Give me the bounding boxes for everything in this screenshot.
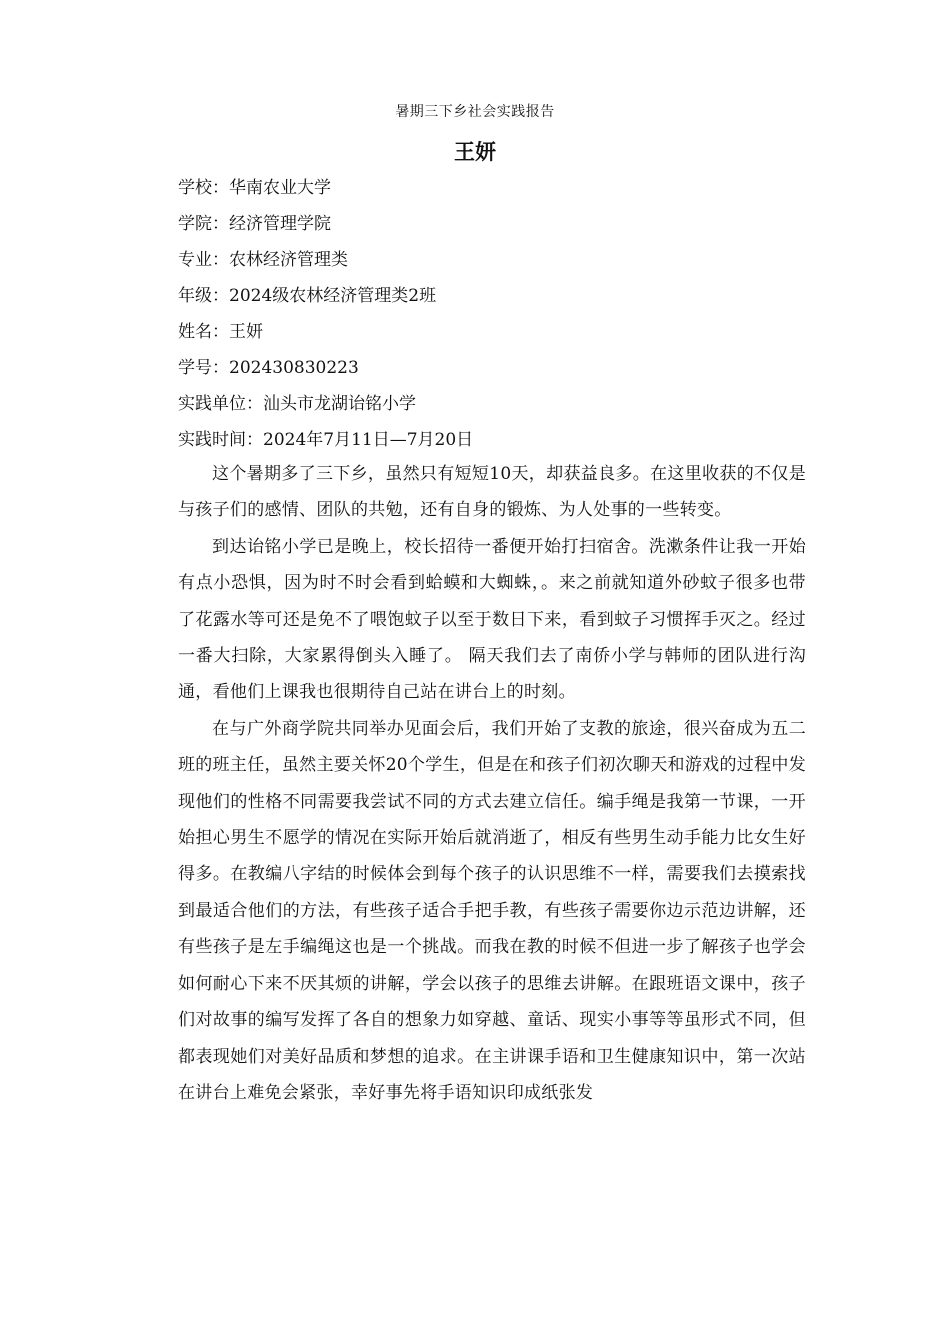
info-grade: 年级：2024级农林经济管理类2班 — [178, 286, 437, 306]
info-practice-time: 实践时间：2024年7月11日—7月20日 — [178, 430, 474, 450]
info-school: 学校：华南农业大学 — [178, 178, 331, 198]
paragraph: 到达诒铭小学已是晚上，校长招待一番便开始打扫宿舍。洗漱条件让我一开始有点小恐惧，因为时不时会看到蛤蟆和大蜘蛛，。来之前就知道外砂蚊子很多也带了花露水等可还是免不了喂饱蚊子以至于数日下来，看到蚊子习惯挥手灭之。经过一番大扫除，大家累得倒头入睡了。 隔天我们去了南侨小学与韩师的团队进行沟通，看他们上课我也很期待自己站在讲台上的时刻。 — [178, 536, 806, 703]
info-name: 姓名：王妍 — [178, 322, 263, 342]
info-practice-unit: 实践单位：汕头市龙湖诒铭小学 — [178, 394, 416, 414]
paragraph: 这个暑期多了三下乡，虽然只有短短10天，却获益良多。在这里收获的不仅是与孩子们的感情、团队的共勉，还有自身的锻炼、为人处事的一些转变。 — [178, 464, 806, 521]
report-body — [178, 456, 806, 1111]
info-block — [178, 170, 818, 458]
info-major: 专业：农林经济管理类 — [178, 250, 348, 270]
document-title: 王妍 — [454, 140, 496, 164]
paragraph: 在与广外商学院共同举办见面会后，我们开始了支教的旅途，很兴奋成为五二班的班主任，虽然主要关怀20个学生，但是在和孩子们初次聊天和游戏的过程中发现他们的性格不同需要我尝试不同的方式去建立信任。编手绳是我第一节课，一开始担心男生不愿学的情况在实际开始后就消逝了，相反有些男生动手能力比女生好得多。在教编八字结的时候体会到每个孩子的认识思维不一样，需要我们去摸索找到最适合他们的方法，有些孩子适合手把手教，有些孩子需要你边示范边讲解，还有些孩子是左手编绳这也是一个挑战。而我在教的时候不但进一步了解孩子也学会如何耐心下来不厌其烦的讲解，学会以孩子的思维去讲解。在跟班语文课中，孩子们对故事的编写发挥了各自的想象力如穿越、童话、现实小事等等虽形式不同，但都表现她们对美好品质和梦想的追求。在主讲课手语和卫生健康知识中，第一次站在讲台上难免会紧张，幸好事先将手语知识印成纸张发 — [178, 718, 806, 1103]
info-college: 学院：经济管理学院 — [178, 214, 331, 234]
info-student-id: 学号：202430830223 — [178, 358, 359, 378]
document-subtitle: 暑期三下乡社会实践报告 — [395, 104, 555, 120]
